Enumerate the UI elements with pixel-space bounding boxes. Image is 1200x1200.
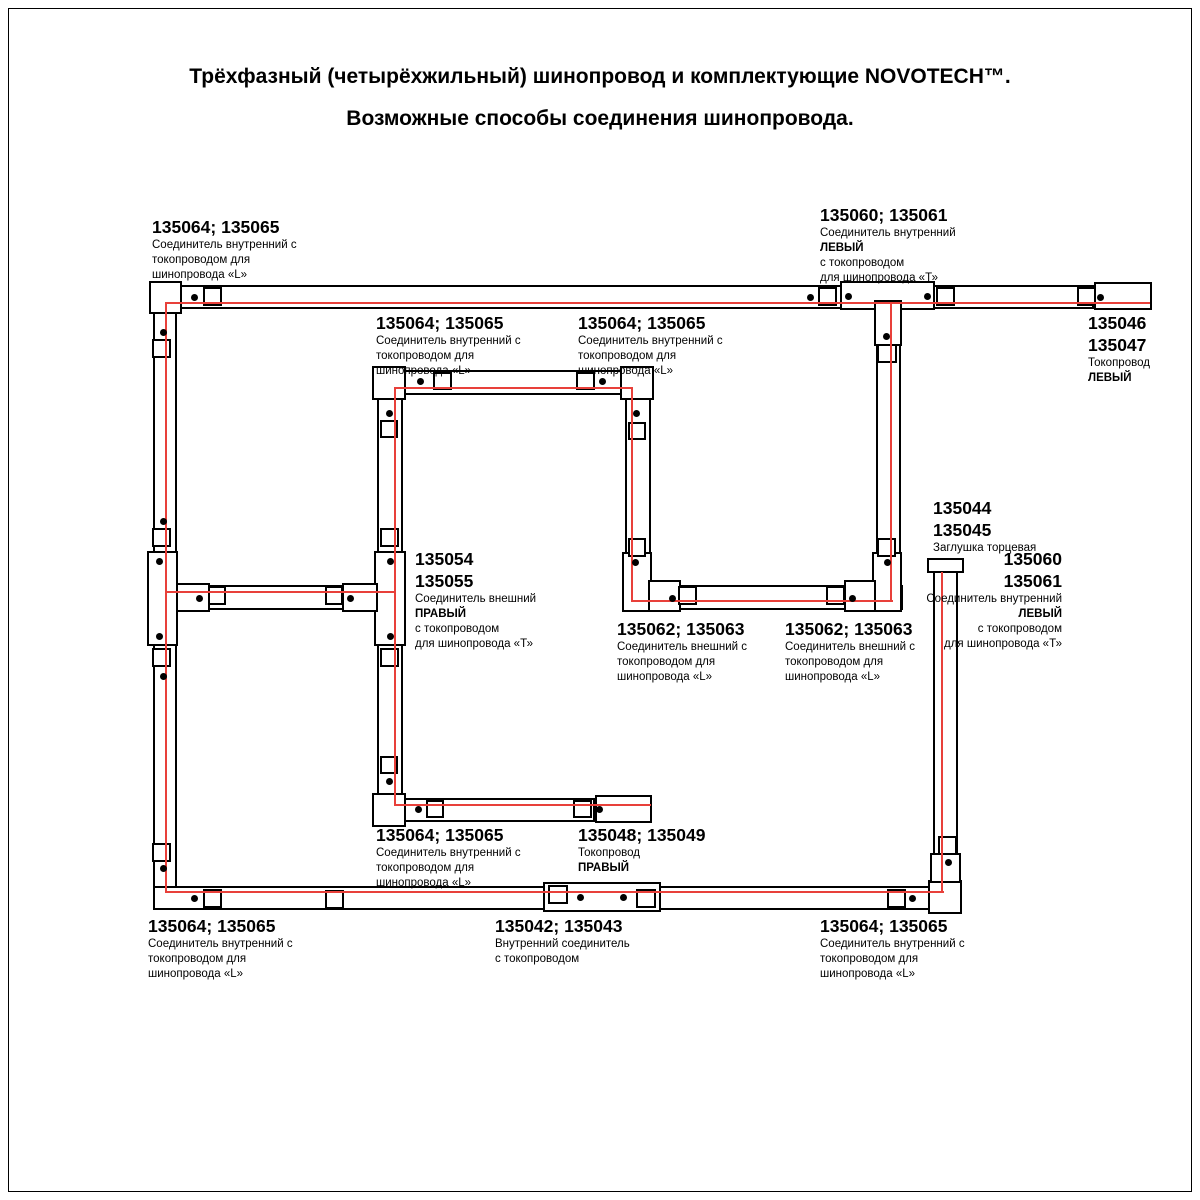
contact-dot xyxy=(807,294,814,301)
part-label xyxy=(495,915,630,967)
contact-dot xyxy=(387,633,394,640)
connector-joint xyxy=(678,586,697,605)
part-description-line: токопроводом для xyxy=(152,254,251,266)
connector-joint xyxy=(380,648,399,667)
part-number: 135054 xyxy=(415,549,474,569)
part-number: 135060; 135061 xyxy=(820,205,948,225)
contact-dot xyxy=(884,559,891,566)
part-number: 135064; 135065 xyxy=(376,825,504,845)
part-description-line: Соединитель внутренний с xyxy=(578,335,723,347)
title-line-2: Возможные способы соединения шинопровода. xyxy=(346,107,854,130)
part-description-line: Соединитель внутренний с xyxy=(376,847,521,859)
part-number: 135044 xyxy=(933,498,992,518)
part-number: 135045 xyxy=(933,520,992,540)
conductor-line xyxy=(165,302,1150,304)
part-description-line: с токопроводом xyxy=(415,623,500,635)
connector-joint xyxy=(380,528,399,547)
part-label xyxy=(820,915,965,982)
connector-joint xyxy=(573,800,592,818)
conductor-line xyxy=(394,804,651,806)
part-description-line: Соединитель внутренний с xyxy=(148,938,293,950)
part-description-line: токопроводом для xyxy=(376,350,475,362)
contact-dot xyxy=(845,293,852,300)
contact-dot xyxy=(669,595,676,602)
connector-body xyxy=(147,551,178,646)
part-description-line: ЛЕВЫЙ xyxy=(1088,372,1132,384)
conductor-line xyxy=(631,387,633,602)
part-description-line: шинопровода «L» xyxy=(578,365,674,377)
part-description-line: с токопроводом xyxy=(495,953,580,965)
part-description-line: Соединитель внешний с xyxy=(785,641,916,653)
contact-dot xyxy=(387,558,394,565)
part-description-line: токопроводом для xyxy=(578,350,677,362)
part-description-line: Соединитель внутренний с xyxy=(152,239,297,251)
part-number: 135062; 135063 xyxy=(617,619,745,639)
part-description-line: Соединитель внешний xyxy=(415,593,537,605)
contact-dot xyxy=(577,894,584,901)
part-description-line: шинопровода «L» xyxy=(376,365,472,377)
connector-body xyxy=(176,583,210,612)
contact-dot xyxy=(156,633,163,640)
part-number: 135061 xyxy=(1003,571,1062,591)
part-description-line: Соединитель внутренний xyxy=(820,227,956,239)
part-description-line: шинопровода «L» xyxy=(376,877,472,889)
contact-dot xyxy=(347,595,354,602)
part-number: 135046 xyxy=(1088,313,1147,333)
part-label xyxy=(415,548,536,652)
connector-body xyxy=(648,580,681,612)
contact-dot xyxy=(883,333,890,340)
contact-dot xyxy=(849,595,856,602)
part-description-line: Заглушка торцевая xyxy=(933,542,1037,554)
part-description-line: для шинопровода «Т» xyxy=(415,638,533,650)
contact-dot xyxy=(160,865,167,872)
part-label xyxy=(617,618,747,685)
part-label xyxy=(152,216,297,283)
contact-dot xyxy=(156,558,163,565)
page-title xyxy=(0,56,1200,140)
part-number: 135064; 135065 xyxy=(376,313,504,333)
part-description-line: Соединитель внутренний с xyxy=(820,938,965,950)
part-label xyxy=(1088,312,1150,386)
part-description-line: ЛЕВЫЙ xyxy=(1018,608,1062,620)
part-description-line: Внутренний соединитель xyxy=(495,938,630,950)
part-description-line: для шинопровода «Т» xyxy=(944,638,1062,650)
connector-joint xyxy=(877,344,897,363)
part-number: 135042; 135043 xyxy=(495,916,623,936)
part-label xyxy=(578,312,723,379)
part-label xyxy=(820,204,956,286)
contact-dot xyxy=(596,806,603,813)
part-description-line: токопроводом для xyxy=(376,862,475,874)
part-label xyxy=(785,618,915,685)
part-number: 135064; 135065 xyxy=(578,313,706,333)
connector-joint xyxy=(877,538,896,557)
contact-dot xyxy=(632,559,639,566)
part-description-line: с токопроводом xyxy=(977,623,1062,635)
connector-joint xyxy=(152,339,171,358)
contact-dot xyxy=(620,894,627,901)
part-description-line: для шинопровода «Т» xyxy=(820,272,938,284)
title-line-1: Трёхфазный (четырёхжильный) шинопровод и комплектующие NOVOTECH™. xyxy=(189,65,1011,88)
contact-dot xyxy=(386,410,393,417)
contact-dot xyxy=(924,293,931,300)
part-description-line: шинопровода «L» xyxy=(152,269,248,281)
contact-dot xyxy=(415,806,422,813)
track-segment xyxy=(595,795,652,823)
part-description-line: ЛЕВЫЙ xyxy=(820,242,864,254)
conductor-line xyxy=(394,387,633,389)
part-label xyxy=(926,548,1062,652)
part-description-line: шинопровода «L» xyxy=(785,671,881,683)
part-description-line: токопроводом для xyxy=(617,656,716,668)
conductor-line xyxy=(165,302,167,893)
connector-joint xyxy=(426,800,444,818)
conductor-line xyxy=(890,302,892,602)
part-number: 135064; 135065 xyxy=(148,916,276,936)
connector-body xyxy=(374,551,406,646)
connector-joint xyxy=(548,885,568,904)
part-description-line: шинопровода «L» xyxy=(148,968,244,980)
contact-dot xyxy=(160,329,167,336)
connector-joint xyxy=(152,648,171,667)
contact-dot xyxy=(196,595,203,602)
contact-dot xyxy=(386,778,393,785)
part-description-line: с токопроводом xyxy=(820,257,905,269)
contact-dot xyxy=(633,410,640,417)
contact-dot xyxy=(191,895,198,902)
connector-joint xyxy=(325,586,343,605)
part-description-line: шинопровода «L» xyxy=(820,968,916,980)
contact-dot xyxy=(909,895,916,902)
part-description-line: Соединитель внутренний с xyxy=(376,335,521,347)
part-number: 135062; 135063 xyxy=(785,619,913,639)
part-description-line: шинопровода «L» xyxy=(617,671,713,683)
contact-dot xyxy=(160,673,167,680)
part-description-line: токопроводом для xyxy=(820,953,919,965)
contact-dot xyxy=(191,294,198,301)
part-description-line: Токопровод xyxy=(578,847,640,859)
part-number: 135055 xyxy=(415,571,474,591)
part-description-line: Соединитель внешний с xyxy=(617,641,748,653)
connector-joint xyxy=(826,586,845,605)
part-label xyxy=(376,312,521,379)
connector-body xyxy=(928,880,962,914)
part-number: 135064; 135065 xyxy=(820,916,948,936)
conductor-line xyxy=(165,591,396,593)
part-description-line: Соединитель внутренний xyxy=(926,593,1062,605)
part-number: 135060 xyxy=(1003,549,1062,569)
connector-joint xyxy=(152,528,171,547)
contact-dot xyxy=(160,518,167,525)
part-label xyxy=(933,497,1036,556)
connector-body xyxy=(930,853,961,883)
contact-dot xyxy=(1097,294,1104,301)
part-number: 135047 xyxy=(1088,335,1147,355)
part-number: 135048; 135049 xyxy=(578,825,706,845)
part-label xyxy=(376,824,521,891)
connector-joint xyxy=(208,586,226,605)
part-label xyxy=(578,824,705,876)
conductor-line xyxy=(394,387,396,806)
contact-dot xyxy=(945,859,952,866)
connector-body xyxy=(372,793,406,827)
track-segment xyxy=(377,798,595,822)
part-description-line: ПРАВЫЙ xyxy=(415,608,467,620)
part-description-line: токопроводом для xyxy=(148,953,247,965)
part-label xyxy=(148,915,293,982)
part-description-line: ПРАВЫЙ xyxy=(578,862,630,874)
part-description-line: Токопровод xyxy=(1088,357,1150,369)
part-number: 135064; 135065 xyxy=(152,217,280,237)
part-description-line: токопроводом для xyxy=(785,656,884,668)
conductor-line xyxy=(165,891,944,893)
connector-joint xyxy=(152,843,171,862)
